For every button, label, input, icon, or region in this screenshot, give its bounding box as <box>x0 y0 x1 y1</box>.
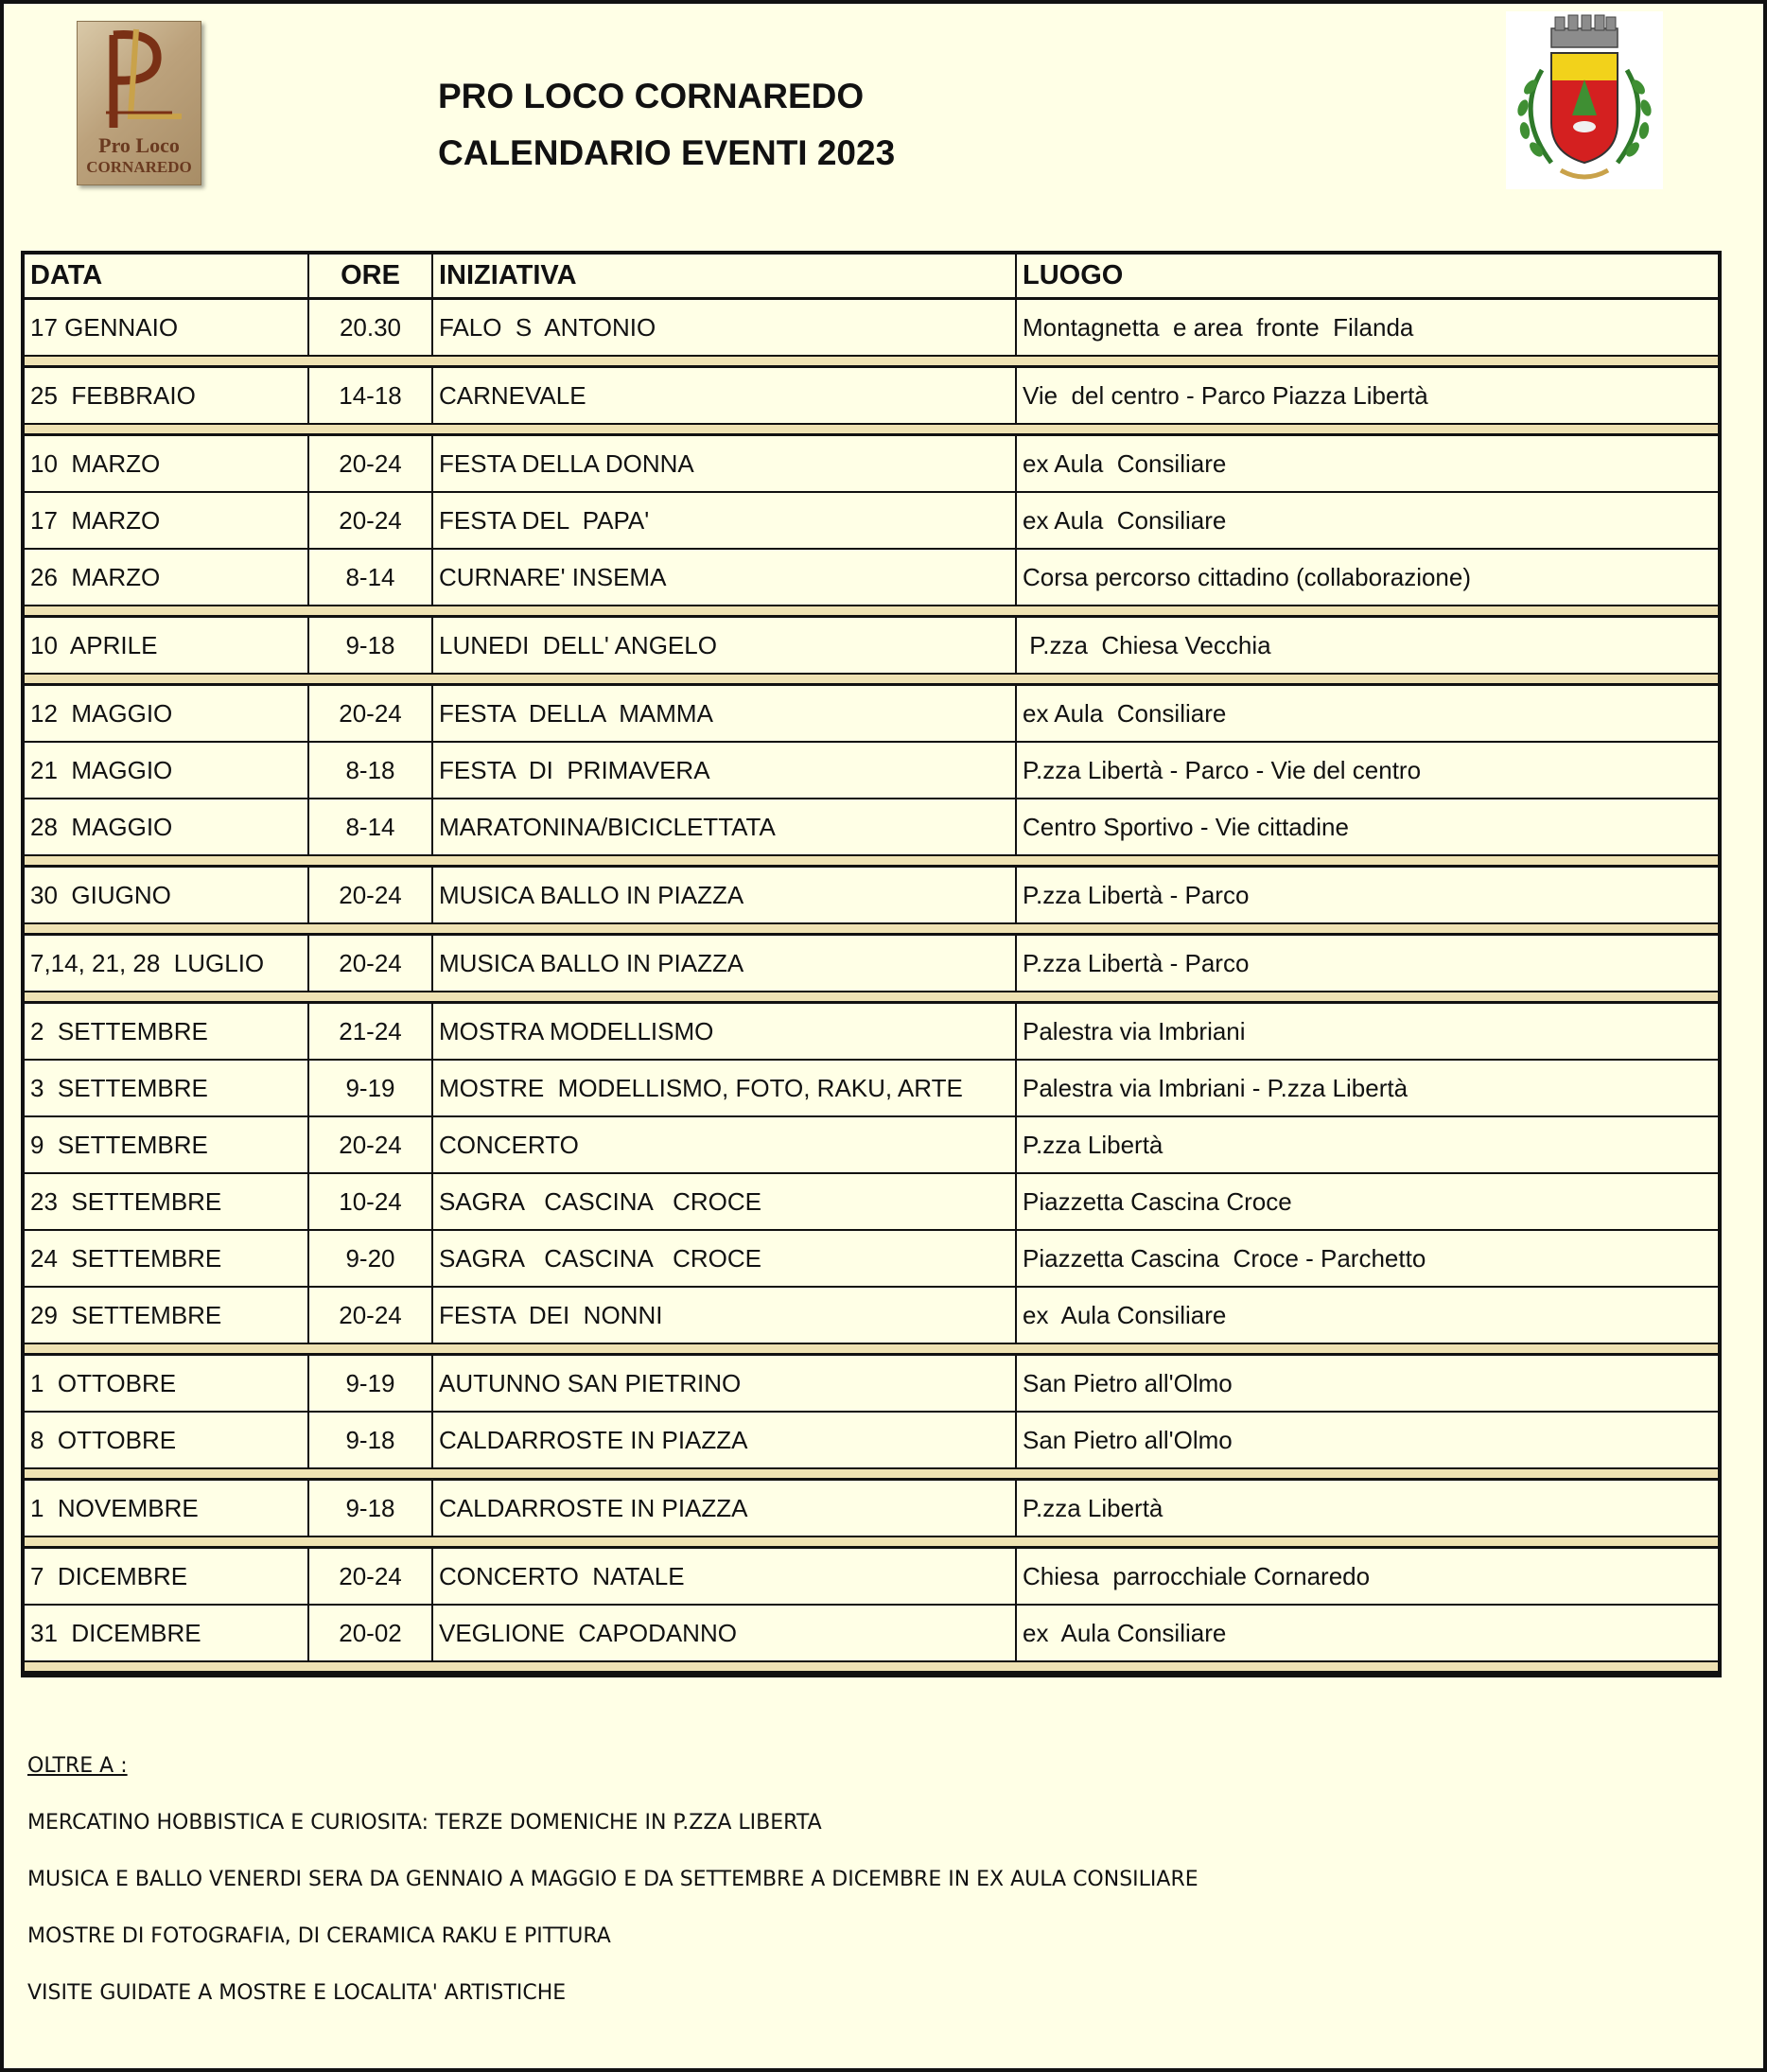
cell-ore: 20-24 <box>309 1549 433 1604</box>
cell-ore: 20-24 <box>309 1117 433 1172</box>
cell-iniziativa: CONCERTO <box>433 1117 1017 1172</box>
cell-iniziativa: MUSICA BALLO IN PIAZZA <box>433 868 1017 922</box>
cell-luogo: ex Aula Consiliare <box>1023 1300 1227 1329</box>
cell-luogo: ex Aula Consiliare <box>1023 698 1227 728</box>
cell-data: 24 SETTEMBRE <box>25 1231 309 1286</box>
table-row <box>25 1606 1718 1662</box>
cell-luogo: San Pietro all'Olmo <box>1023 1425 1233 1454</box>
cell-iniziativa: VEGLIONE CAPODANNO <box>433 1606 1017 1660</box>
table-row <box>25 1004 1718 1061</box>
logo-text-proloco: Pro Loco <box>98 133 180 157</box>
cell-data: 21 MAGGIO <box>25 743 309 798</box>
group-separator <box>25 1469 1718 1481</box>
header-ore: ORE <box>309 255 433 297</box>
cell-data: 1 NOVEMBRE <box>25 1481 309 1536</box>
table-row <box>25 1356 1718 1413</box>
table-row <box>25 868 1718 924</box>
cell-ore: 20-24 <box>309 436 433 491</box>
notes-section <box>27 1752 1198 2036</box>
cell-iniziativa: MOSTRA MODELLISMO <box>433 1004 1017 1059</box>
group-separator <box>25 924 1718 936</box>
cell-luogo: Chiesa parrocchiale Cornaredo <box>1023 1561 1371 1590</box>
cell-iniziativa: FESTA DELLA MAMMA <box>433 686 1017 741</box>
table-row <box>25 300 1718 357</box>
cell-data: 26 MARZO <box>25 550 309 605</box>
table-row <box>25 743 1718 799</box>
cell-data: 28 MAGGIO <box>25 799 309 854</box>
table-row <box>25 618 1718 675</box>
cell-luogo: P.zza Libertà <box>1023 1493 1163 1522</box>
note-line: MERCATINO HOBBISTICA E CURIOSITA: TERZE DOMENICHE IN P.ZZA LIBERTA <box>27 1811 822 1835</box>
cell-iniziativa: FESTA DEL PAPA' <box>433 493 1017 548</box>
cell-iniziativa: FESTA DI PRIMAVERA <box>433 743 1017 798</box>
cell-iniziativa: CARNEVALE <box>433 368 1017 423</box>
table-row <box>25 1117 1718 1174</box>
table-body <box>25 300 1718 1674</box>
cell-data: 30 GIUGNO <box>25 868 309 922</box>
cell-ore: 9-20 <box>309 1231 433 1286</box>
table-row <box>25 686 1718 743</box>
header-data: DATA <box>25 255 309 297</box>
cell-iniziativa: CURNARE' INSEMA <box>433 550 1017 605</box>
logo-text-cornaredo: CORNAREDO <box>86 158 192 176</box>
cell-data: 29 SETTEMBRE <box>25 1288 309 1343</box>
cell-luogo: ex Aula Consiliare <box>1023 505 1227 535</box>
cell-ore: 8-18 <box>309 743 433 798</box>
cell-luogo: Palestra via Imbriani <box>1023 1016 1246 1045</box>
cell-iniziativa: MUSICA BALLO IN PIAZZA <box>433 936 1017 991</box>
cell-ore: 20-02 <box>309 1606 433 1660</box>
cell-data: 10 APRILE <box>25 618 309 673</box>
cell-data: 9 SETTEMBRE <box>25 1117 309 1172</box>
cell-iniziativa: MOSTRE MODELLISMO, FOTO, RAKU, ARTE <box>433 1061 1017 1115</box>
table-row <box>25 1061 1718 1117</box>
cell-iniziativa: SAGRA CASCINA CROCE <box>433 1174 1017 1229</box>
cell-luogo: P.zza Libertà - Parco <box>1023 948 1250 977</box>
cell-luogo: P.zza Libertà - Parco <box>1023 880 1250 909</box>
cell-data: 23 SETTEMBRE <box>25 1174 309 1229</box>
cell-luogo: P.zza Libertà - Parco - Vie del centro <box>1023 755 1422 784</box>
cell-ore: 14-18 <box>309 368 433 423</box>
group-separator <box>25 357 1718 368</box>
cell-iniziativa: LUNEDI DELL' ANGELO <box>433 618 1017 673</box>
cell-ore: 20.30 <box>309 300 433 355</box>
group-separator <box>25 425 1718 436</box>
cell-data: 2 SETTEMBRE <box>25 1004 309 1059</box>
cell-ore: 20-24 <box>309 868 433 922</box>
cell-iniziativa: CALDARROSTE IN PIAZZA <box>433 1413 1017 1467</box>
table-row <box>25 1288 1718 1344</box>
cell-iniziativa: AUTUNNO SAN PIETRINO <box>433 1356 1017 1411</box>
cell-luogo: Palestra via Imbriani - P.zza Libertà <box>1023 1073 1408 1102</box>
cell-ore: 8-14 <box>309 550 433 605</box>
cell-luogo: Vie del centro - Parco Piazza Libertà <box>1023 380 1428 410</box>
title-line-1: PRO LOCO CORNAREDO <box>438 77 865 115</box>
note-line: VISITE GUIDATE A MOSTRE E LOCALITA' ARTISTICHE <box>27 1981 567 2005</box>
cell-ore: 9-19 <box>309 1061 433 1115</box>
note-line: MUSICA E BALLO VENERDI SERA DA GENNAIO A MAGGIO E DA SETTEMBRE A DICEMBRE IN EX AULA CONSILIARE <box>27 1868 1198 1891</box>
table-row <box>25 1231 1718 1288</box>
cell-luogo: San Pietro all'Olmo <box>1023 1368 1233 1397</box>
cell-luogo: Montagnetta e area fronte Filanda <box>1023 312 1414 342</box>
table-row <box>25 1413 1718 1469</box>
cell-luogo: P.zza Libertà <box>1023 1130 1163 1159</box>
pro-loco-logo <box>77 21 201 185</box>
cell-data: 10 MARZO <box>25 436 309 491</box>
cell-luogo: Corsa percorso cittadino (collaborazione) <box>1023 562 1472 591</box>
cell-ore: 9-18 <box>309 1481 433 1536</box>
coat-of-arms-icon <box>1506 11 1663 189</box>
cell-ore: 21-24 <box>309 1004 433 1059</box>
cell-iniziativa: FESTA DEI NONNI <box>433 1288 1017 1343</box>
table-row <box>25 1549 1718 1606</box>
table-row <box>25 1481 1718 1537</box>
table-header-row <box>25 255 1718 300</box>
cell-data: 7 DICEMBRE <box>25 1549 309 1604</box>
cell-ore: 9-19 <box>309 1356 433 1411</box>
cell-ore: 20-24 <box>309 1288 433 1343</box>
notes-title: OLTRE A : <box>27 1754 128 1778</box>
cell-luogo: Piazzetta Cascina Croce <box>1023 1186 1292 1216</box>
cell-data: 31 DICEMBRE <box>25 1606 309 1660</box>
page-title <box>438 68 895 182</box>
table-row <box>25 436 1718 493</box>
cell-luogo: ex Aula Consiliare <box>1023 1618 1227 1647</box>
header-luogo: LUOGO <box>1023 260 1124 290</box>
group-separator <box>25 1344 1718 1356</box>
cell-data: 3 SETTEMBRE <box>25 1061 309 1115</box>
cell-luogo: Centro Sportivo - Vie cittadine <box>1023 812 1349 841</box>
table-row <box>25 368 1718 425</box>
cell-iniziativa: CONCERTO NATALE <box>433 1549 1017 1604</box>
cell-iniziativa: FALO S ANTONIO <box>433 300 1017 355</box>
cell-ore: 9-18 <box>309 618 433 673</box>
cell-ore: 20-24 <box>309 493 433 548</box>
cell-ore: 20-24 <box>309 936 433 991</box>
cell-data: 17 GENNAIO <box>25 300 309 355</box>
cell-iniziativa: SAGRA CASCINA CROCE <box>433 1231 1017 1286</box>
cell-data: 17 MARZO <box>25 493 309 548</box>
cell-ore: 8-14 <box>309 799 433 854</box>
cell-luogo: Piazzetta Cascina Croce - Parchetto <box>1023 1243 1426 1273</box>
cell-iniziativa: MARATONINA/BICICLETTATA <box>433 799 1017 854</box>
table-row <box>25 936 1718 992</box>
cell-iniziativa: CALDARROSTE IN PIAZZA <box>433 1481 1017 1536</box>
table-row <box>25 493 1718 550</box>
pl-monogram-icon <box>78 22 202 133</box>
header-iniziativa: INIZIATIVA <box>433 255 1017 297</box>
cell-ore: 20-24 <box>309 686 433 741</box>
cell-data: 12 MAGGIO <box>25 686 309 741</box>
group-separator <box>25 675 1718 686</box>
cell-ore: 10-24 <box>309 1174 433 1229</box>
municipal-crest <box>1506 11 1663 189</box>
cell-ore: 9-18 <box>309 1413 433 1467</box>
events-table <box>21 251 1722 1677</box>
group-separator <box>25 1662 1718 1674</box>
group-separator <box>25 856 1718 868</box>
cell-data: 8 OTTOBRE <box>25 1413 309 1467</box>
group-separator <box>25 992 1718 1004</box>
table-row <box>25 550 1718 606</box>
cell-data: 25 FEBBRAIO <box>25 368 309 423</box>
cell-iniziativa: FESTA DELLA DONNA <box>433 436 1017 491</box>
cell-data: 1 OTTOBRE <box>25 1356 309 1411</box>
cell-data: 7,14, 21, 28 LUGLIO <box>25 936 309 991</box>
group-separator <box>25 606 1718 618</box>
cell-luogo: ex Aula Consiliare <box>1023 448 1227 478</box>
cell-luogo: P.zza Chiesa Vecchia <box>1023 630 1271 659</box>
table-row <box>25 1174 1718 1231</box>
table-row <box>25 799 1718 856</box>
title-line-2: CALENDARIO EVENTI 2023 <box>438 133 896 172</box>
group-separator <box>25 1537 1718 1549</box>
note-line: MOSTRE DI FOTOGRAFIA, DI CERAMICA RAKU E PITTURA <box>27 1924 611 1948</box>
